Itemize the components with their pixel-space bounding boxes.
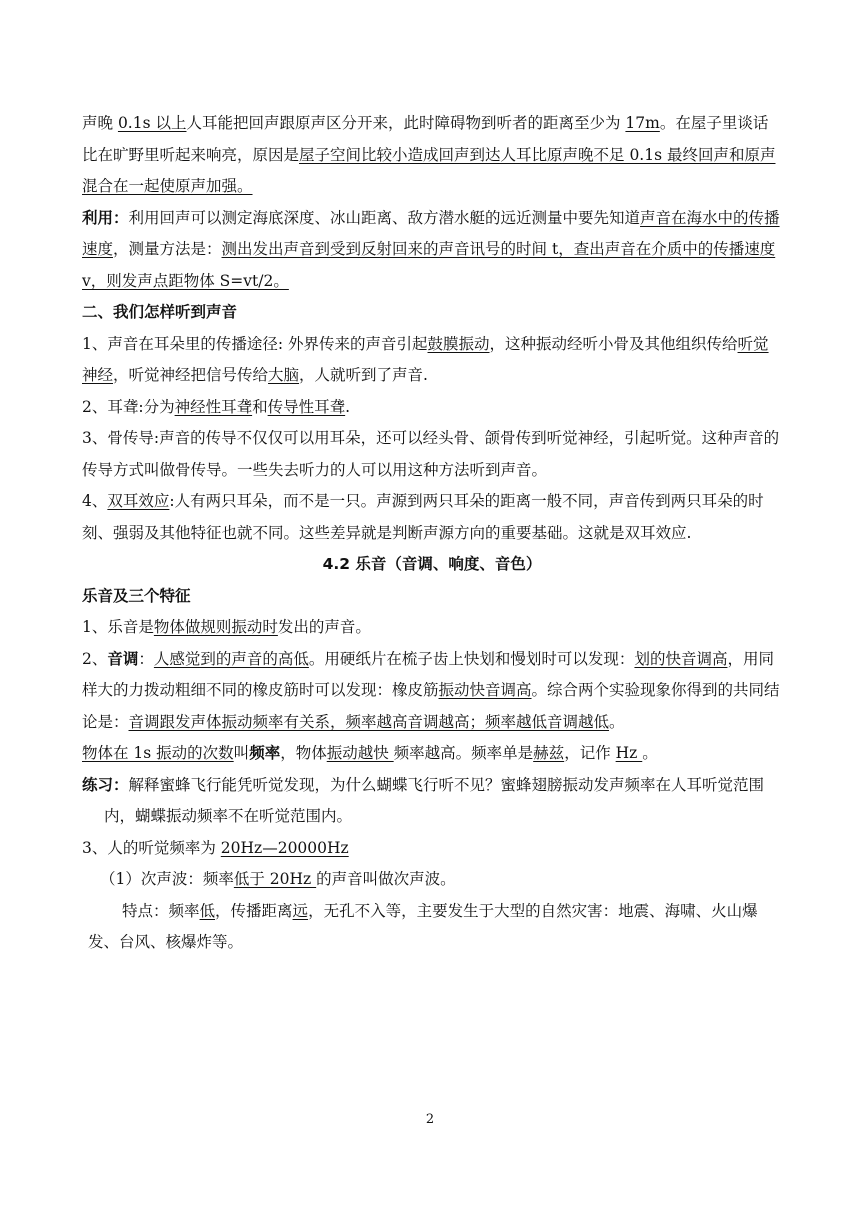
text-run: 叫 [233,744,250,762]
underlined-answer: 大脑 [268,366,300,384]
text-run: 发出的声音。 [277,618,371,636]
text-run: . [345,397,351,416]
text-run: 2、耳聋:分为 [82,397,175,416]
text-run: 人耳能把回声跟原声区分开来，此时障碍物到听者的距离至少为 [186,114,626,132]
text-run: ，物体 [280,744,327,762]
subheading-features [82,581,782,613]
page-number: 2 [425,1112,435,1127]
text-run: 频率越高。频率单是 [393,744,534,762]
underlined-answer: 测出发出声音到受到反射回来的声音讯号的时间 t，查出声音在介质中的传播速度 v，则发声点距物体 S=vt/2。 [82,240,776,290]
text-run: （1）次声波：频率 [100,870,234,888]
text-run: ，用同样大的力拨动粗细不同的橡皮筋时可以发现：橡皮筋 [82,649,774,699]
text-run: 的声音叫做次声波。 [316,870,456,888]
text-run: 利用回声可以测定海底深度、冰山距离、敌方潜水艇的远近测量中要先知道 [128,208,641,227]
echo-paragraph [82,108,782,203]
text-run: ： [138,649,154,668]
underlined-answer: 听觉神经 [82,334,769,384]
underlined-answer: 低 [199,901,216,920]
hearing-item-3 [82,423,782,486]
text-run: 。用硬纸片在梳子齿上快划和慢划时可以发现： [308,649,635,668]
text-run: 。在屋子里谈话比在旷野里听起来响亮，原因是 [82,114,769,164]
music-item-1 [82,612,782,644]
bold-term: 练习： [82,775,129,794]
text-run: ，无孔不入等，主要发生于大型的自然灾害：地震、海啸、火山爆发、台风、核爆炸等。 [88,901,758,951]
bold-term: 音调 [107,649,139,668]
text-run: 4、 [82,492,108,510]
infrasound-features [82,896,782,959]
text-run: 解释蜜蜂飞行能凭听觉发现，为什么蝴蝶飞行听不见？蜜蜂翅膀振动发声频率在人耳听觉范围内，蝴蝶振动频率不在听觉范围内。 [104,775,765,825]
text-run: 。 [609,712,625,731]
underlined-answer: 传导性耳聋 [267,397,346,416]
bold-term: 4.2 乐音（音调、响度、音色） [322,555,542,573]
hearing-item-4 [82,486,782,549]
text-run: 1、乐音是 [82,618,154,636]
text-run: ，传播距离 [215,901,293,920]
text-run: 3、人的听觉频率为 [82,838,221,857]
music-item-2 [82,644,782,739]
underlined-answer: 声音在海水中的传播速度 [82,208,780,258]
underlined-answer: 屋子空间比较小造成回声到达人耳比原声晚不足 0.1s 最终回声和原声混合在一起使原声加强。 [82,145,776,195]
text-run: ，这种振动经听小骨及其他组织传给 [489,334,738,353]
underlined-answer: 双耳效应 [107,492,170,510]
exercise-paragraph [82,770,782,833]
use-paragraph [82,203,782,298]
text-run: 3、骨传导:声音的传导不仅仅可以用耳朵，还可以经头骨、颌骨传到听觉神经，引起听觉。这种声音的传导方式叫做骨传导。一些失去听力的人可以用这种方法听到声音。 [82,429,780,479]
underlined-answer: 17m [625,114,660,132]
hearing-item-1 [82,329,782,392]
music-item-3 [82,833,782,865]
document-body [82,108,782,959]
underlined-answer: 划的快音调高 [634,649,728,668]
underlined-answer: 物体做规则振动时 [153,618,278,636]
frequency-line [82,738,782,770]
underlined-answer: 赫兹 [533,744,565,762]
underlined-answer: Hz [615,744,643,762]
underlined-answer: 音调跟发声体振动频率有关系，频率越高音调越高；频率越低音调越低 [128,712,610,731]
chapter-title [82,549,782,581]
bold-term: 乐音及三个特征 [82,586,191,605]
text-run: 2、 [82,649,108,668]
bold-term: 利用： [82,208,129,227]
underlined-answer: 振动越快 [326,744,394,762]
text-run: ，测量方法是： [113,240,222,258]
underlined-answer: 0.1s 以上 [117,114,187,132]
text-run: 和 [252,397,268,416]
text-run: ，人就听到了声音. [299,366,428,384]
text-run: ，听觉神经把信号传给 [113,366,269,384]
underlined-answer: 鼓膜振动 [427,334,490,353]
text-run: 特点：频率 [122,901,200,920]
bold-term: 频率 [249,744,281,762]
infrasound-line [82,864,782,896]
underlined-answer: 远 [292,901,309,920]
underlined-answer: 低于 20Hz [233,870,317,888]
text-run: :人有两只耳朵，而不是一只。声源到两只耳朵的距离一般不同，声音传到两只耳朵的时刻、强弱及其他特征也就不同。这些差异就是判断声源方向的重要基础。这就是双耳效应. [82,492,764,542]
underlined-answer: 20Hz—20000Hz [220,838,349,857]
underlined-answer: 神经性耳聋 [174,397,253,416]
underlined-answer: 物体在 1s 振动的次数 [82,744,234,762]
text-run: 1、声音在耳朵里的传播途径: 外界传来的声音引起 [82,334,428,353]
text-run: ，记作 [564,744,616,762]
section-heading-hearing [82,297,782,329]
bold-term: 二、我们怎样听到声音 [82,303,238,321]
text-run: 声晚 [82,114,118,132]
underlined-answer: 振动快音调高 [438,681,532,699]
text-run: 。综合两个实验现象你得到的共同结论是： [82,681,780,731]
underlined-answer: 人感觉到的声音的高低 [153,649,309,668]
text-run: 。 [642,744,658,762]
hearing-item-2 [82,392,782,424]
